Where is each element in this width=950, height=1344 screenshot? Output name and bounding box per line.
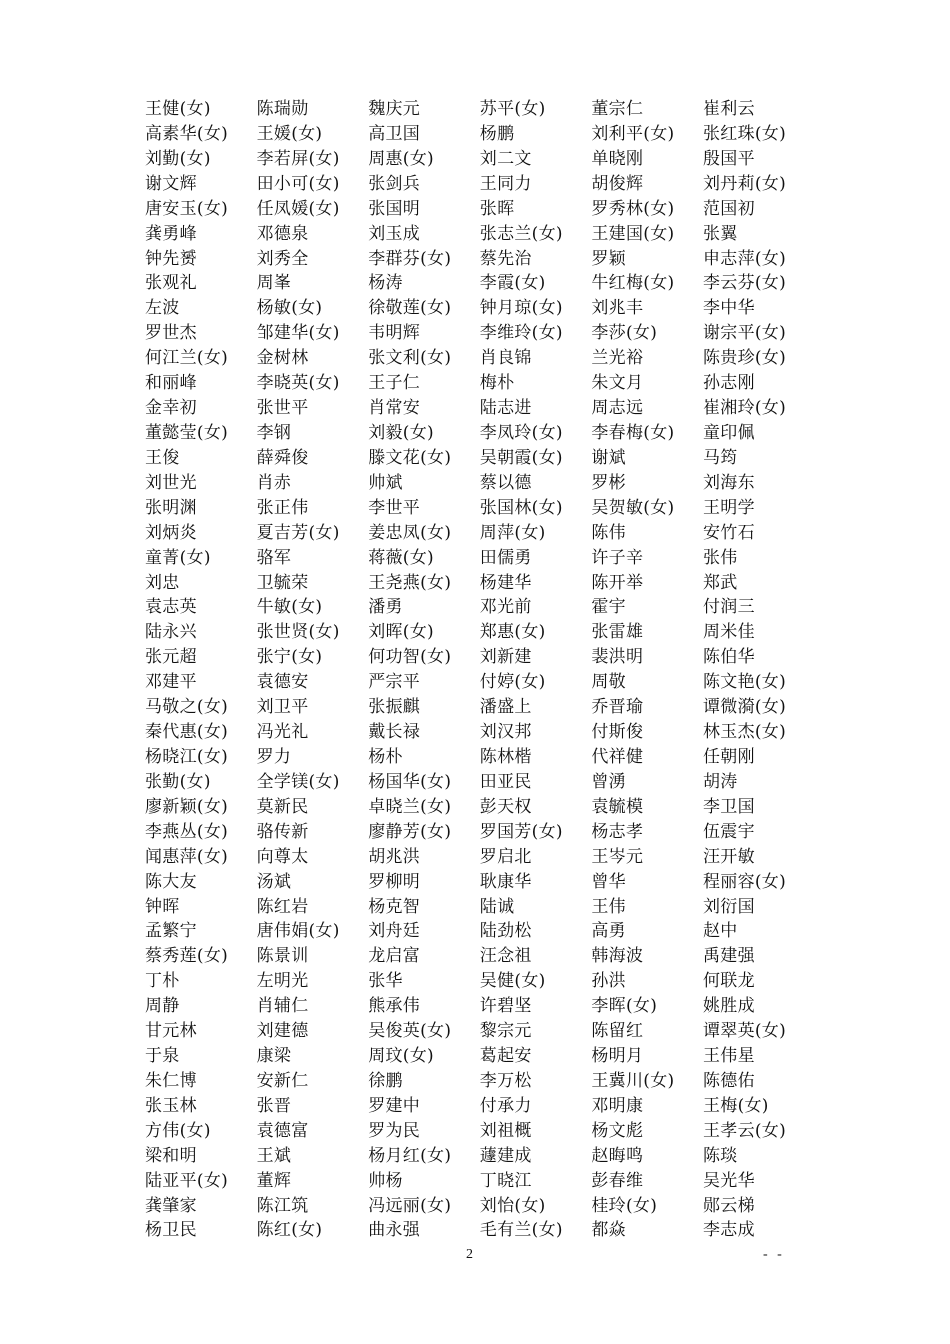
name-entry: 邹建华(女)	[256, 323, 340, 344]
name-entry: 孟繁宁	[145, 921, 197, 942]
name-entry: 肖辅仁	[256, 996, 309, 1017]
name-entry: 罗国芳(女)	[479, 821, 563, 842]
name-entry: 徐敬莲(女)	[368, 298, 452, 319]
name-entry: 张世贤(女)	[256, 622, 340, 643]
name-entry: 甘元林	[145, 1021, 197, 1042]
name-entry: 陈红(女)	[256, 1220, 323, 1241]
name-entry: 周敬	[591, 672, 626, 693]
name-entry: 任朝刚	[702, 746, 755, 767]
name-entry: 张国林(女)	[479, 497, 563, 518]
name-entry: 张晖	[479, 198, 515, 219]
name-entry: 付润三	[702, 597, 755, 618]
name-entry: 陆劲松	[479, 921, 532, 942]
name-entry: 方伟(女)	[145, 1120, 211, 1141]
name-entry: 申志萍(女)	[702, 248, 787, 269]
name-entry: 滕文花(女)	[368, 447, 452, 468]
name-entry: 王建国(女)	[591, 223, 675, 244]
name-entry: 代祥健	[591, 746, 644, 767]
name-entry: 刘衍国	[702, 896, 755, 917]
name-entry: 董辉	[256, 1170, 292, 1191]
name-entry: 周米佳	[702, 622, 755, 643]
name-entry: 梅朴	[479, 373, 515, 394]
name-entry: 杨敏(女)	[256, 298, 323, 319]
name-entry: 张元超	[145, 647, 197, 668]
name-entry: 张雷雄	[591, 622, 644, 643]
name-entry: 高素华(女)	[145, 123, 229, 144]
name-entry: 崔湘玲(女)	[702, 398, 787, 419]
name-entry: 林玉杰(女)	[702, 722, 787, 743]
name-entry: 金幸初	[145, 398, 197, 419]
name-entry: 罗颖	[591, 248, 626, 269]
name-entry: 单晓刚	[591, 148, 644, 169]
name-entry: 马敬之(女)	[145, 697, 229, 718]
name-entry: 钟晖	[145, 896, 180, 917]
name-entry: 毛有兰(女)	[479, 1220, 563, 1241]
name-entry: 张世平	[256, 398, 309, 419]
name-entry: 李志成	[702, 1220, 755, 1241]
name-entry: 张明渊	[145, 497, 197, 518]
name-entry: 蔡秀莲(女)	[145, 946, 229, 967]
name-entry: 刘世光	[145, 472, 197, 493]
name-entry: 严宗平	[368, 672, 421, 693]
name-entry: 张勤(女)	[145, 771, 211, 792]
name-entry: 王伟	[591, 896, 626, 917]
name-entry: 周玟(女)	[368, 1046, 434, 1067]
name-entry: 李春梅(女)	[591, 422, 675, 443]
name-entry: 汪开敏	[702, 846, 755, 867]
name-entry: 刘祖概	[479, 1120, 532, 1141]
name-entry: 龚肇家	[145, 1195, 197, 1216]
name-entry: 向尊太	[256, 846, 309, 867]
name-entry: 韩海波	[591, 946, 644, 967]
name-entry: 邓明康	[591, 1095, 644, 1116]
name-entry: 王俊	[145, 447, 180, 468]
name-entry: 唐安玉(女)	[145, 198, 229, 219]
name-entry: 杨国华(女)	[368, 771, 452, 792]
name-entry: 邓建平	[145, 672, 197, 693]
name-entry: 骆传新	[256, 821, 309, 842]
name-entry: 姜忠凤(女)	[368, 522, 452, 543]
name-entry: 李晖(女)	[591, 996, 658, 1017]
name-entry: 蔡先治	[479, 248, 532, 269]
name-entry: 陈贵珍(女)	[702, 348, 787, 369]
name-entry: 张宁(女)	[256, 647, 323, 668]
name-entry: 李群芬(女)	[368, 248, 452, 269]
name-entry: 王岑元	[591, 846, 644, 867]
name-entry: 黎宗元	[479, 1021, 532, 1042]
name-entry: 王伟星	[702, 1046, 755, 1067]
name-entry: 杨涛	[368, 273, 403, 294]
name-entry: 杨建华	[479, 572, 532, 593]
name-entry: 乔晋瑜	[591, 697, 644, 718]
name-entry: 张剑兵	[368, 173, 421, 194]
name-entry: 陈红岩	[256, 896, 309, 917]
name-entry: 曲永强	[368, 1220, 421, 1241]
name-entry: 张振麒	[368, 697, 421, 718]
name-entry: 程丽容(女)	[702, 871, 787, 892]
name-entry: 周惠(女)	[368, 148, 434, 169]
name-entry: 刘二文	[479, 148, 532, 169]
name-entry: 夏吉芳(女)	[256, 522, 340, 543]
name-entry: 王孝云(女)	[702, 1120, 787, 1141]
name-entry: 张国明	[368, 198, 421, 219]
name-entry: 肖良锦	[479, 348, 532, 369]
name-entry: 裴洪明	[591, 647, 644, 668]
name-entry: 王明学	[702, 497, 755, 518]
name-entry: 王子仁	[368, 373, 421, 394]
name-entry: 钟月琼(女)	[479, 298, 563, 319]
page-number: 2	[466, 1247, 473, 1262]
name-entry: 刘秀全	[256, 248, 309, 269]
name-entry: 张翼	[702, 223, 738, 244]
name-entry: 蒋薇(女)	[368, 547, 434, 568]
name-entry: 左波	[145, 298, 180, 319]
name-entry: 吴健(女)	[479, 971, 546, 992]
name-entry: 吴朝霞(女)	[479, 447, 563, 468]
name-entry: 张华	[368, 971, 403, 992]
name-entry: 童菁(女)	[145, 547, 211, 568]
name-entry: 任凤媛(女)	[256, 198, 340, 219]
name-entry: 周峯	[256, 273, 292, 294]
name-entry: 左明光	[256, 971, 309, 992]
name-entry: 冯光礼	[256, 722, 309, 743]
name-entry: 罗世杰	[145, 323, 197, 344]
name-entry: 曾华	[591, 871, 626, 892]
name-entry: 邓光前	[479, 597, 532, 618]
name-entry: 刘卫平	[256, 697, 309, 718]
name-entry: 李中华	[702, 298, 755, 319]
name-entry: 戴长禄	[368, 722, 421, 743]
name-entry: 刘新建	[479, 647, 532, 668]
name-entry: 朱文月	[591, 373, 644, 394]
name-entry: 赵中	[702, 921, 738, 942]
name-entry: 陈林楷	[479, 746, 532, 767]
name-entry: 袁德安	[256, 672, 309, 693]
footer-mark: - -	[763, 1247, 785, 1262]
name-entry: 谭微漪(女)	[702, 697, 787, 718]
name-entry: 罗启北	[479, 846, 532, 867]
name-entry: 肖赤	[256, 472, 292, 493]
name-entry: 杨克智	[368, 896, 421, 917]
name-entry: 胡涛	[702, 771, 738, 792]
name-entry: 陈留红	[591, 1021, 644, 1042]
name-entry: 陈江筑	[256, 1195, 309, 1216]
name-entry: 田亚民	[479, 771, 532, 792]
name-entry: 许子辛	[591, 547, 644, 568]
name-entry: 陈琰	[702, 1145, 738, 1166]
name-entry: 张观礼	[145, 273, 197, 294]
name-entry: 罗为民	[368, 1120, 421, 1141]
name-entry: 周志远	[591, 398, 644, 419]
name-entry: 刘舟廷	[368, 921, 421, 942]
name-entry: 李燕丛(女)	[145, 821, 229, 842]
name-entry: 苏平(女)	[479, 99, 546, 119]
name-entry: 殷国平	[702, 148, 755, 169]
name-entry: 谢文辉	[145, 173, 197, 194]
name-entry: 杨鹏	[479, 123, 515, 144]
name-entry: 杨朴	[368, 746, 403, 767]
name-entry: 张正伟	[256, 497, 309, 518]
name-entry: 王梅(女)	[702, 1095, 769, 1116]
name-entry: 蔡以德	[479, 472, 532, 493]
name-entry: 张晋	[256, 1095, 292, 1116]
name-entry: 汤斌	[256, 871, 292, 892]
name-entry: 罗建中	[368, 1095, 421, 1116]
name-entry: 童印佩	[702, 422, 755, 443]
name-entry: 刘怡(女)	[479, 1195, 546, 1216]
name-entry: 谢斌	[591, 447, 626, 468]
name-entry: 彭春维	[591, 1170, 644, 1191]
name-entry: 葛起安	[479, 1046, 532, 1067]
name-entry: 梁和明	[145, 1145, 197, 1166]
name-entry: 陈德佑	[702, 1070, 755, 1091]
name-entry: 袁志英	[145, 597, 197, 618]
name-entry: 王冀川(女)	[591, 1070, 675, 1091]
name-entry: 袁毓模	[591, 796, 644, 817]
name-entry: 闻惠萍(女)	[145, 846, 229, 867]
name-entry: 肖常安	[368, 398, 421, 419]
name-entry: 陈文艳(女)	[702, 672, 787, 693]
name-entry: 唐伟娟(女)	[256, 921, 340, 942]
name-entry: 牛敏(女)	[256, 597, 323, 618]
name-entry: 刘利平(女)	[591, 123, 675, 144]
name-entry: 罗彬	[591, 472, 626, 493]
name-entry: 许碧坚	[479, 996, 532, 1017]
name-entry: 蘧建成	[479, 1145, 532, 1166]
name-entry: 高勇	[591, 921, 626, 942]
name-entry: 钟先赟	[145, 248, 197, 269]
name-entry: 陆永兴	[145, 622, 197, 643]
name-entry: 吴俊英(女)	[368, 1021, 452, 1042]
name-entry: 刘勤(女)	[145, 148, 211, 169]
name-entry: 陈伯华	[702, 647, 755, 668]
name-entry: 孙志刚	[702, 373, 755, 394]
name-entry: 付婷(女)	[479, 672, 546, 693]
name-entry: 杨志孝	[591, 821, 644, 842]
name-entry: 李晓英(女)	[256, 373, 340, 394]
name-entry: 杨文彪	[591, 1120, 644, 1141]
name-entry: 曾湧	[591, 771, 626, 792]
name-entry: 薛舜俊	[256, 447, 309, 468]
name-entry: 李霞(女)	[479, 273, 546, 294]
name-entry: 董宗仁	[591, 99, 644, 119]
name-entry: 刘兆丰	[591, 298, 644, 319]
name-entry: 付斯俊	[591, 722, 644, 743]
name-entry: 姚胜成	[702, 996, 755, 1017]
name-entry: 杨晓江(女)	[145, 746, 229, 767]
name-entry: 周静	[145, 996, 180, 1017]
name-entry: 魏庆元	[368, 99, 421, 119]
name-entry: 刘玉成	[368, 223, 421, 244]
name-entry: 潘勇	[368, 597, 403, 618]
name-entry: 卓晓兰(女)	[368, 796, 452, 817]
name-entry: 王尧燕(女)	[368, 572, 452, 593]
name-entry: 伍震宇	[702, 821, 755, 842]
name-entry: 赵晦鸣	[591, 1145, 644, 1166]
name-entry: 丁晓江	[479, 1170, 532, 1191]
name-entry: 刘建德	[256, 1021, 309, 1042]
name-entry: 孙洪	[591, 971, 626, 992]
name-entry: 金树林	[256, 348, 309, 369]
name-entry: 帅杨	[368, 1170, 403, 1191]
name-entry: 王健(女)	[145, 99, 211, 119]
name-entry: 耿康华	[479, 871, 532, 892]
name-entry: 于泉	[145, 1046, 180, 1067]
name-entry: 崔利云	[702, 99, 755, 119]
name-entry: 刘毅(女)	[368, 422, 434, 443]
name-entry: 杨卫民	[145, 1220, 197, 1241]
name-entry: 何江兰(女)	[145, 348, 229, 369]
name-entry: 陆志进	[479, 398, 532, 419]
name-entry: 康梁	[256, 1046, 292, 1067]
name-entry: 张志兰(女)	[479, 223, 563, 244]
name-entry: 马筠	[702, 447, 738, 468]
name-entry: 吴光华	[702, 1170, 755, 1191]
name-entry: 袁德富	[256, 1120, 309, 1141]
name-entry: 和丽峰	[145, 373, 197, 394]
name-list-grid	[145, 97, 815, 1243]
name-entry: 彭天权	[479, 796, 532, 817]
name-entry: 张文利(女)	[368, 348, 452, 369]
name-entry: 廖新颖(女)	[145, 796, 229, 817]
name-entry: 李万松	[479, 1070, 532, 1091]
name-entry: 罗秀林(女)	[591, 198, 675, 219]
name-entry: 熊承伟	[368, 996, 421, 1017]
name-entry: 韦明辉	[368, 323, 421, 344]
name-entry: 莫新民	[256, 796, 309, 817]
name-entry: 徐鹏	[368, 1070, 403, 1091]
name-entry: 张伟	[702, 547, 738, 568]
name-entry: 刘炳炎	[145, 522, 197, 543]
name-entry: 陈伟	[591, 522, 626, 543]
name-entry: 李钢	[256, 422, 292, 443]
name-entry: 刘晖(女)	[368, 622, 434, 643]
name-entry: 安新仁	[256, 1070, 309, 1091]
name-entry: 禹建强	[702, 946, 755, 967]
name-entry: 廖静芳(女)	[368, 821, 452, 842]
name-entry: 付承力	[479, 1095, 532, 1116]
name-entry: 牛红梅(女)	[591, 273, 675, 294]
name-entry: 李世平	[368, 497, 421, 518]
name-entry: 高卫国	[368, 123, 421, 144]
name-entry: 汪念祖	[479, 946, 532, 967]
name-entry: 朱仁博	[145, 1070, 197, 1091]
name-entry: 邓德泉	[256, 223, 309, 244]
name-entry: 胡俊辉	[591, 173, 644, 194]
name-entry: 李若屏(女)	[256, 148, 340, 169]
name-entry: 帅斌	[368, 472, 403, 493]
name-entry: 王斌	[256, 1145, 292, 1166]
name-entry: 郧云梯	[702, 1195, 755, 1216]
name-entry: 刘丹莉(女)	[702, 173, 787, 194]
name-entry: 杨月红(女)	[368, 1145, 452, 1166]
name-entry: 都焱	[591, 1220, 626, 1241]
name-entry: 陈大友	[145, 871, 197, 892]
name-entry: 潘盛上	[479, 697, 532, 718]
name-entry: 刘汉邦	[479, 722, 532, 743]
name-entry: 王媛(女)	[256, 123, 323, 144]
name-entry: 龚勇峰	[145, 223, 197, 244]
name-entry: 刘海东	[702, 472, 755, 493]
name-entry: 陈开举	[591, 572, 644, 593]
name-entry: 张玉林	[145, 1095, 197, 1116]
name-entry: 罗柳明	[368, 871, 421, 892]
name-entry: 陈瑞勋	[256, 99, 309, 119]
name-entry: 刘忠	[145, 572, 180, 593]
name-entry: 王同力	[479, 173, 532, 194]
name-entry: 安竹石	[702, 522, 755, 543]
name-entry: 郑惠(女)	[479, 622, 546, 643]
name-entry: 谭翠英(女)	[702, 1021, 787, 1042]
name-entry: 龙启富	[368, 946, 421, 967]
name-entry: 霍宇	[591, 597, 626, 618]
name-entry: 谢宗平(女)	[702, 323, 787, 344]
name-entry: 李维玲(女)	[479, 323, 563, 344]
name-entry: 何联龙	[702, 971, 755, 992]
name-entry: 冯远丽(女)	[368, 1195, 452, 1216]
name-entry: 全学镁(女)	[256, 771, 340, 792]
name-entry: 卫毓荣	[256, 572, 309, 593]
name-entry: 吴贺敏(女)	[591, 497, 675, 518]
name-entry: 兰光裕	[591, 348, 644, 369]
name-entry: 李卫国	[702, 796, 755, 817]
name-entry: 周萍(女)	[479, 522, 546, 543]
name-entry: 李凤玲(女)	[479, 422, 563, 443]
name-entry: 陈景训	[256, 946, 309, 967]
name-entry: 杨明月	[591, 1046, 644, 1067]
name-entry: 何功智(女)	[368, 647, 452, 668]
name-entry: 胡兆洪	[368, 846, 421, 867]
name-entry: 张红珠(女)	[702, 123, 787, 144]
name-entry: 李莎(女)	[591, 323, 658, 344]
name-entry: 陆亚平(女)	[145, 1170, 229, 1191]
name-entry: 郑武	[702, 572, 738, 593]
name-entry: 陆诚	[479, 896, 515, 917]
name-entry: 桂玲(女)	[591, 1195, 658, 1216]
name-entry: 田儒勇	[479, 547, 532, 568]
name-entry: 董懿莹(女)	[145, 422, 229, 443]
name-entry: 罗力	[256, 746, 292, 767]
name-entry: 骆军	[256, 547, 292, 568]
name-entry: 秦代惠(女)	[145, 722, 229, 743]
name-entry: 田小可(女)	[256, 173, 340, 194]
name-entry: 丁朴	[145, 971, 180, 992]
name-entry: 范国初	[702, 198, 755, 219]
name-entry: 李云芬(女)	[702, 273, 787, 294]
